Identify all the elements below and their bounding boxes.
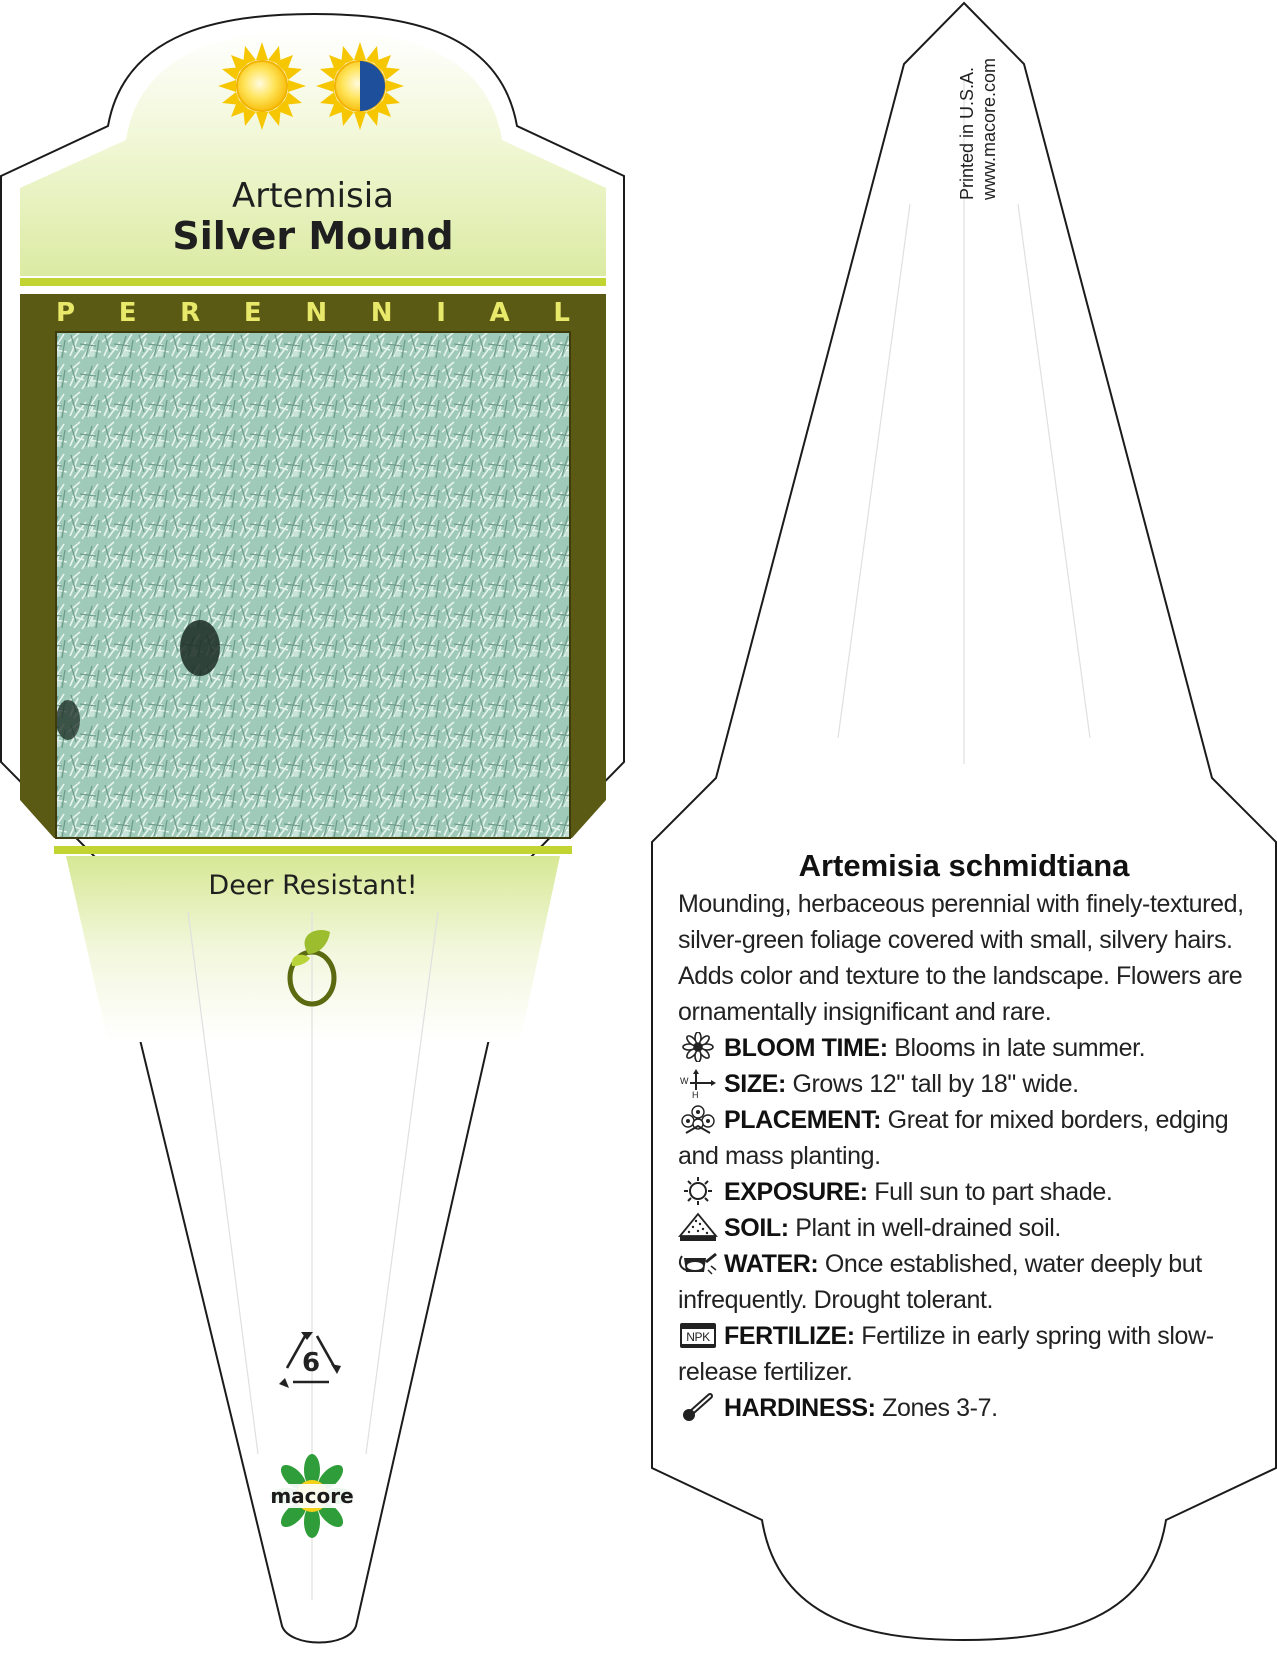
top-divider [20,278,606,286]
category-letter: R [180,298,201,328]
category-letter: N [370,298,393,328]
care-label: HARDINESS: [724,1394,876,1422]
care-row-water [678,1246,1250,1318]
category-label [56,298,570,328]
description: Mounding, herbaceous perennial with finely-textured, silver-green foliage covered with small, silvery hairs. Adds color and texture to the landscape. Flowers are ornamentally insignificant and rare. [678,890,1244,1026]
size-h-letter: H [692,1090,699,1098]
category-letter: E [243,298,262,328]
scientific-name: Artemisia schmidtiana [798,848,1130,883]
website: www.macore.com [979,57,999,200]
care-label: SOIL: [724,1214,789,1242]
care-text: Plant in well-drained soil. [795,1214,1061,1242]
care-label: BLOOM TIME: [724,1034,888,1062]
category-letter: I [436,298,446,328]
care-label: PLACEMENT: [724,1106,882,1134]
category-letter: P [56,298,76,328]
care-text: Full sun to part shade. [874,1178,1113,1206]
care-row-size [678,1066,1250,1102]
recycle-number: 6 [301,1348,321,1378]
npk-icon [678,1320,718,1350]
flower-icon [678,1032,718,1062]
size-icon [678,1068,718,1098]
soil-icon [678,1212,718,1242]
care-row-placement [678,1102,1250,1174]
brand-name: macore [270,1484,354,1508]
care-label: WATER: [724,1250,819,1278]
full-sun-icon [218,42,306,130]
common-name-line1: Artemisia [231,176,395,216]
care-row-soil [678,1210,1250,1246]
care-label: EXPOSURE: [724,1178,868,1206]
category-letter: N [305,298,328,328]
category-letter: A [489,298,510,328]
part-sun-icon [316,42,404,130]
care-row-hardiness [678,1390,1250,1426]
care-text: Grows 12" tall by 18" wide. [792,1070,1079,1098]
placement-icon [678,1104,718,1134]
bottom-divider [54,846,572,854]
sun-outline-icon [678,1176,718,1206]
care-text: Fertilize in early spring with slow-release fertilizer. [678,1322,1214,1386]
care-text: Zones 3-7. [882,1394,998,1422]
size-w-letter: W [680,1076,689,1086]
category-letter: E [118,298,137,328]
care-row-bloom [678,1030,1250,1066]
plant-photo [56,332,570,838]
npk-text: NPK [686,1330,710,1344]
care-label: FERTILIZE: [724,1322,855,1350]
care-text: Great for mixed borders, edging and mass planting. [678,1106,1229,1170]
tagline: Deer Resistant! [208,870,418,901]
care-text: Blooms in late summer. [894,1034,1146,1062]
thermometer-icon [678,1392,718,1422]
printed-in: Printed in U.S.A. [957,66,977,200]
watering-can-icon [678,1248,718,1278]
care-row-exposure [678,1174,1250,1210]
print-info [956,58,1000,200]
care-row-fertilize [678,1318,1250,1390]
care-info [678,848,1250,1426]
care-text: Once established, water deeply but infrequently. Drought tolerant. [678,1250,1202,1314]
cultivar-name: Silver Mound [172,214,454,258]
care-label: SIZE: [724,1070,786,1098]
category-letter: L [553,298,570,328]
